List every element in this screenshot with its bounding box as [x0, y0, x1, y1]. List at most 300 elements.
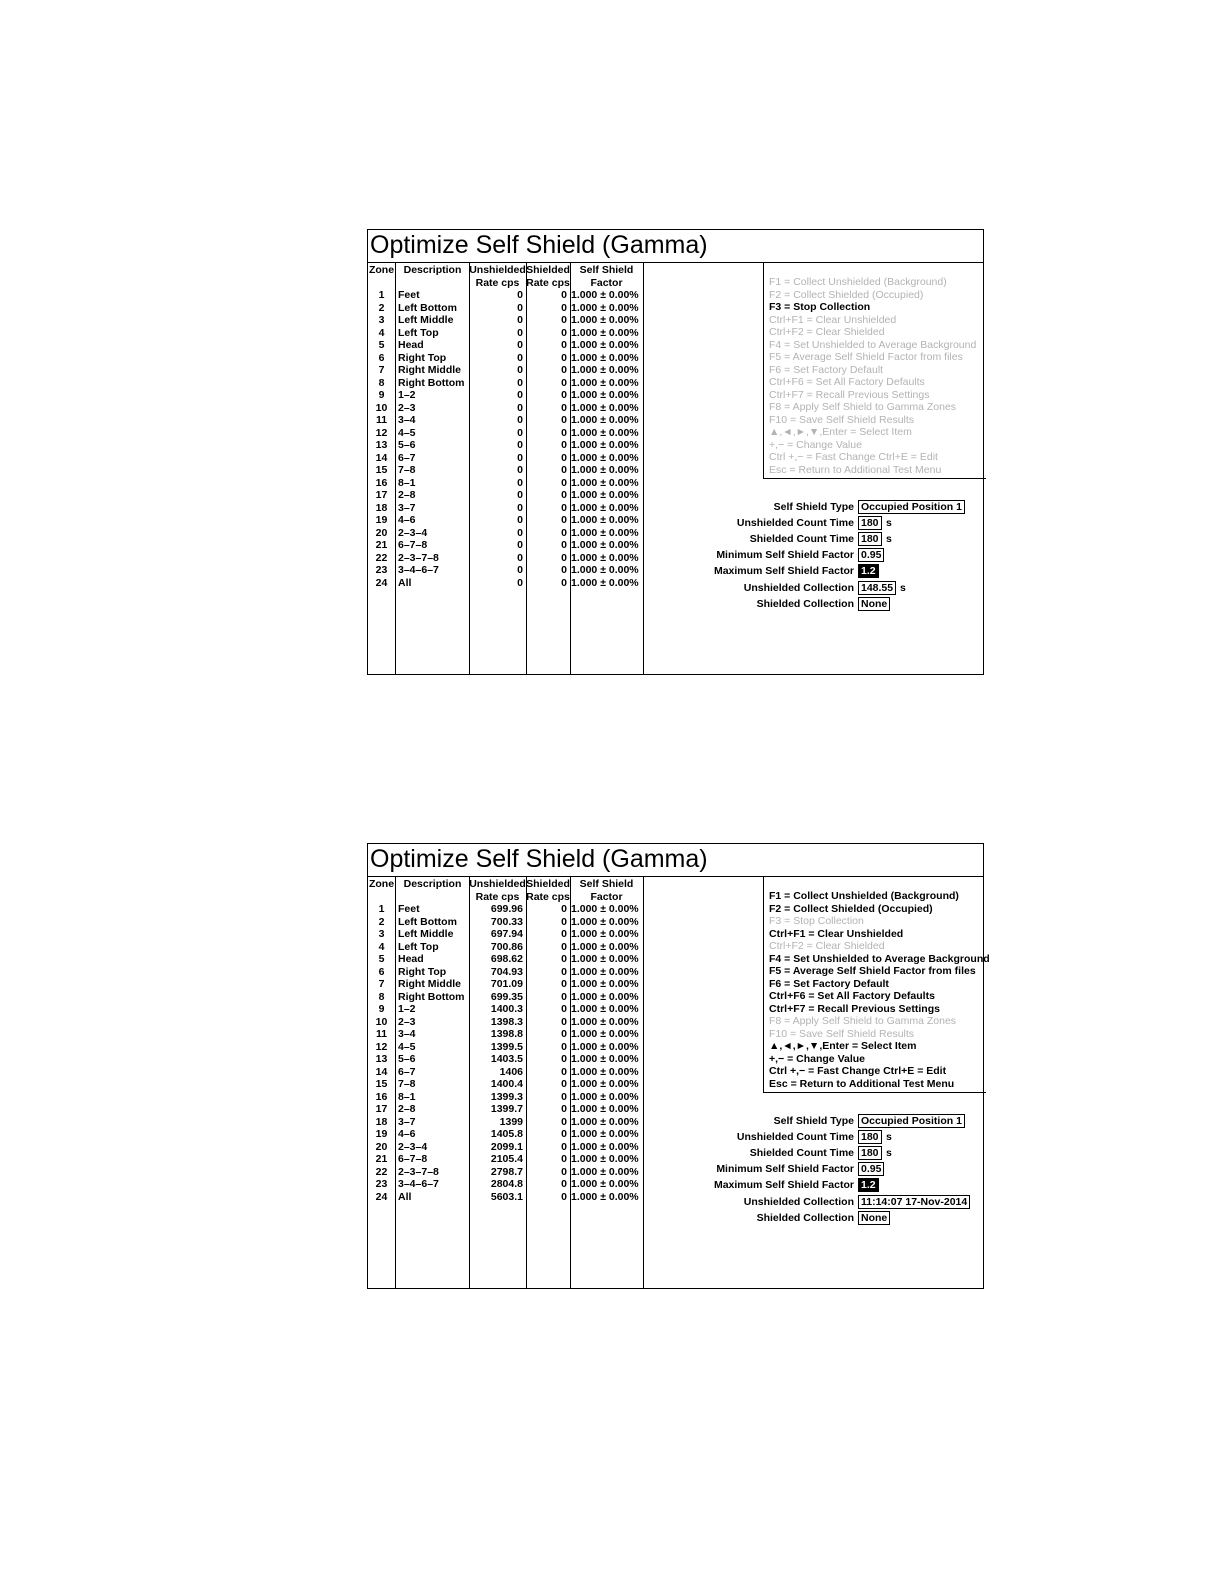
setting-row	[644, 532, 984, 546]
table-row[interactable]	[368, 1103, 643, 1116]
setting-label: Shielded Count Time	[749, 533, 854, 546]
shielded-rate: 0	[561, 1028, 567, 1040]
zone-description: 2–8	[398, 489, 416, 501]
unshielded-rate: 0	[517, 526, 523, 539]
table-row[interactable]	[368, 352, 643, 365]
zone-description: 2–3–4	[398, 526, 428, 539]
zone-description: All	[398, 576, 412, 589]
menu-item: F6 = Set Factory Default	[769, 363, 884, 376]
zone-description: 6–7	[398, 1065, 416, 1078]
shielded-rate: 0	[561, 539, 567, 551]
zone-description: Right Bottom	[398, 990, 465, 1003]
shielded-rate: 0	[561, 439, 567, 451]
unshielded-rate: 699.35	[490, 990, 523, 1003]
setting-unit: s	[886, 1147, 892, 1160]
table-row[interactable]	[368, 439, 643, 452]
header-text: Unshielded	[469, 264, 526, 276]
setting-row	[644, 516, 984, 530]
unshielded-rate: 700.33	[490, 915, 523, 928]
self-shield-factor: 1.000 ± 0.00%	[571, 928, 639, 940]
unshielded-rate: 1400.4	[490, 1078, 523, 1090]
setting-value-field[interactable]: 180	[858, 1130, 882, 1144]
shielded-rate: 0	[561, 339, 567, 351]
setting-value-field[interactable]: 1.2	[858, 1178, 879, 1192]
zone-table	[368, 903, 643, 1203]
table-row[interactable]	[368, 377, 643, 390]
unshielded-rate: 0	[517, 414, 523, 426]
shielded-rate: 0	[561, 940, 567, 953]
header-text: Rate cps	[526, 276, 570, 289]
zone-number: 17	[375, 489, 388, 501]
table-row[interactable]	[368, 464, 643, 477]
unshielded-rate: 700.86	[490, 940, 523, 953]
self-shield-factor: 1.000 ± 0.00%	[571, 940, 639, 953]
setting-row	[644, 1178, 984, 1192]
table-row[interactable]	[368, 527, 643, 540]
menu-item[interactable]: Esc = Return to Additional Test Menu	[769, 1077, 955, 1090]
header-text: Factor	[590, 890, 623, 903]
shielded-rate: 0	[561, 326, 567, 339]
zone-description: 7–8	[398, 464, 416, 476]
self-shield-factor: 1.000 ± 0.00%	[571, 501, 639, 514]
unshielded-rate: 698.62	[490, 953, 523, 965]
table-row[interactable]	[368, 502, 643, 515]
zone-number: 4	[378, 940, 385, 953]
function-key-menu	[763, 877, 990, 1093]
table-row[interactable]	[368, 1028, 643, 1041]
unshielded-rate: 0	[517, 376, 523, 389]
table-row[interactable]	[368, 1116, 643, 1129]
zone-description: 5–6	[398, 1053, 416, 1065]
unshielded-rate: 0	[517, 489, 523, 501]
self-shield-factor: 1.000 ± 0.00%	[571, 414, 639, 426]
header-text: Self Shield	[579, 878, 634, 890]
table-row[interactable]	[368, 427, 643, 440]
zone-table	[368, 289, 643, 589]
zone-number: 13	[375, 439, 388, 451]
zone-description: Right Middle	[398, 978, 461, 990]
setting-value-field[interactable]: 180	[858, 516, 882, 530]
table-row[interactable]	[368, 978, 643, 991]
shielded-rate: 0	[561, 1040, 567, 1053]
setting-value-field[interactable]: 1.2	[858, 564, 879, 578]
zone-description: 2–3–4	[398, 1140, 428, 1153]
zone-description: Head	[398, 953, 424, 965]
shielded-rate: 0	[561, 1053, 567, 1065]
menu-items	[769, 890, 990, 1090]
zone-number: 9	[378, 389, 385, 401]
table-row[interactable]	[368, 539, 643, 552]
shielded-rate: 0	[561, 551, 567, 564]
setting-value-field[interactable]: 180	[858, 1146, 882, 1160]
table-row[interactable]	[368, 1178, 643, 1191]
unshielded-rate: 1400.3	[490, 1003, 523, 1015]
zone-description: 3–7	[398, 501, 416, 514]
self-shield-factor: 1.000 ± 0.00%	[571, 1003, 639, 1015]
menu-item[interactable]: F6 = Set Factory Default	[769, 977, 889, 990]
zone-description: 6–7–8	[398, 1153, 428, 1165]
screen-title: Optimize Self Shield (Gamma)	[368, 230, 983, 263]
unshielded-rate: 0	[517, 314, 523, 326]
zone-number: 5	[378, 953, 385, 965]
table-row[interactable]	[368, 514, 643, 527]
menu-item: Ctrl+F6 = Set All Factory Defaults	[769, 376, 925, 388]
shielded-rate: 0	[561, 1015, 567, 1028]
zone-number: 19	[375, 1128, 388, 1140]
shielded-rate: 0	[561, 489, 567, 501]
shielded-rate: 0	[561, 514, 567, 526]
zone-number: 15	[375, 464, 388, 476]
zone-description: Right Middle	[398, 364, 461, 376]
menu-item: Ctrl+F2 = Clear Shielded	[769, 940, 885, 952]
menu-item[interactable]: ▲,◄,►,▼,Enter = Select Item	[769, 1040, 917, 1052]
setting-unit: s	[886, 533, 892, 546]
shielded-rate: 0	[561, 314, 567, 326]
self-shield-factor: 1.000 ± 0.00%	[571, 439, 639, 451]
table-row[interactable]	[368, 1091, 643, 1104]
setting-value-field[interactable]: 0.95	[858, 548, 884, 562]
self-shield-factor: 1.000 ± 0.00%	[571, 314, 639, 326]
zone-description: 2–3	[398, 401, 416, 414]
unshielded-rate: 699.96	[490, 903, 523, 915]
zone-description: 4–5	[398, 426, 416, 439]
zone-description: 6–7	[398, 451, 416, 464]
zone-description: 3–7	[398, 1115, 416, 1128]
setting-label: Shielded Collection	[756, 597, 854, 610]
self-shield-factor: 1.000 ± 0.00%	[571, 289, 639, 301]
setting-label: Minimum Self Shield Factor	[716, 549, 854, 562]
table-row[interactable]	[368, 389, 643, 402]
self-shield-factor: 1.000 ± 0.00%	[571, 551, 639, 564]
menu-item[interactable]: F4 = Set Unshielded to Average Background	[769, 952, 990, 965]
self-shield-factor: 1.000 ± 0.00%	[571, 539, 639, 551]
table-row[interactable]	[368, 941, 643, 954]
unshielded-rate: 1398.3	[490, 1015, 523, 1028]
header-unshielded-rate	[469, 878, 526, 903]
zone-number: 19	[375, 514, 388, 526]
zone-number: 18	[375, 501, 388, 514]
zone-number: 2	[378, 915, 385, 928]
setting-row	[644, 1130, 984, 1144]
setting-row	[644, 1195, 984, 1209]
setting-value-field[interactable]: None	[858, 1211, 890, 1225]
zone-number: 13	[375, 1053, 388, 1065]
zone-number: 14	[375, 451, 388, 464]
menu-item: ▲,◄,►,▼,Enter = Select Item	[769, 426, 912, 438]
zone-number: 8	[378, 376, 385, 389]
self-shield-factor: 1.000 ± 0.00%	[571, 301, 639, 314]
zone-number: 14	[375, 1065, 388, 1078]
menu-item[interactable]: Ctrl+F1 = Clear Unshielded	[769, 927, 904, 940]
table-row[interactable]	[368, 966, 643, 979]
table-row[interactable]	[368, 289, 643, 302]
shielded-rate: 0	[561, 426, 567, 439]
self-shield-factor: 1.000 ± 0.00%	[571, 1053, 639, 1065]
zone-description: 6–7–8	[398, 539, 428, 551]
self-shield-factor: 1.000 ± 0.00%	[571, 576, 639, 589]
zone-number: 23	[375, 1178, 388, 1190]
shielded-rate: 0	[561, 464, 567, 476]
setting-row	[644, 548, 984, 562]
shielded-rate: 0	[561, 351, 567, 364]
header-text: Unshielded	[469, 878, 526, 890]
table-row[interactable]	[368, 302, 643, 315]
menu-item[interactable]: F1 = Collect Unshielded (Background)	[769, 890, 959, 902]
shielded-rate: 0	[561, 990, 567, 1003]
table-row[interactable]	[368, 477, 643, 490]
table-row[interactable]	[368, 903, 643, 916]
setting-value-field[interactable]: Occupied Position 1	[858, 1114, 965, 1128]
shielded-rate: 0	[561, 928, 567, 940]
unshielded-rate: 704.93	[490, 965, 523, 978]
zone-description: All	[398, 1190, 412, 1203]
shielded-rate: 0	[561, 389, 567, 401]
menu-item[interactable]: F5 = Average Self Shield Factor from files	[769, 965, 976, 977]
unshielded-rate: 1399.7	[490, 1103, 523, 1115]
zone-description: 4–6	[398, 514, 416, 526]
function-key-menu	[763, 263, 986, 479]
self-shield-factor: 1.000 ± 0.00%	[571, 476, 639, 489]
shielded-rate: 0	[561, 1090, 567, 1103]
zone-description: Right Top	[398, 965, 447, 978]
self-shield-factor: 1.000 ± 0.00%	[571, 451, 639, 464]
zone-number: 24	[375, 1190, 388, 1203]
unshielded-rate: 0	[517, 401, 523, 414]
zone-description: 2–3–7–8	[398, 551, 439, 564]
zone-description: Right Top	[398, 351, 447, 364]
zone-description: 1–2	[398, 389, 416, 401]
table-row[interactable]	[368, 577, 643, 590]
unshielded-rate: 0	[517, 514, 523, 526]
header-text: Zone	[368, 264, 395, 276]
shielded-rate: 0	[561, 1115, 567, 1128]
header-unshielded-rate	[469, 264, 526, 289]
setting-label: Self Shield Type	[773, 1115, 854, 1127]
table-row[interactable]	[368, 564, 643, 577]
setting-label: Self Shield Type	[773, 501, 854, 513]
zone-description: 1–2	[398, 1003, 416, 1015]
menu-item: Ctrl+F2 = Clear Shielded	[769, 326, 885, 338]
zone-number: 16	[375, 1090, 388, 1103]
zone-number: 17	[375, 1103, 388, 1115]
shielded-rate: 0	[561, 564, 567, 576]
zone-number: 11	[375, 1028, 388, 1040]
zone-number: 8	[378, 990, 385, 1003]
setting-unit: s	[886, 1131, 892, 1144]
self-shield-factor: 1.000 ± 0.00%	[571, 464, 639, 476]
table-row[interactable]	[368, 452, 643, 465]
shielded-rate: 0	[561, 1153, 567, 1165]
zone-number: 12	[375, 1040, 388, 1053]
unshielded-rate: 0	[517, 439, 523, 451]
table-row[interactable]	[368, 1141, 643, 1154]
zone-number: 22	[375, 551, 388, 564]
table-row[interactable]	[368, 314, 643, 327]
zone-description: Feet	[398, 903, 420, 915]
unshielded-rate: 0	[517, 289, 523, 301]
shielded-rate: 0	[561, 1065, 567, 1078]
self-shield-factor: 1.000 ± 0.00%	[571, 903, 639, 915]
zone-description: Left Bottom	[398, 301, 457, 314]
screen-title: Optimize Self Shield (Gamma)	[368, 844, 983, 877]
self-shield-factor: 1.000 ± 0.00%	[571, 514, 639, 526]
menu-item: Ctrl +,− = Fast Change Ctrl+E = Edit	[769, 451, 938, 463]
setting-row	[644, 1114, 984, 1128]
unshielded-rate: 0	[517, 364, 523, 376]
header-text: Rate cps	[526, 890, 570, 903]
self-shield-factor: 1.000 ± 0.00%	[571, 978, 639, 990]
header-text: Zone	[368, 878, 395, 890]
zone-description: 2–3–7–8	[398, 1165, 439, 1178]
menu-item[interactable]: Ctrl+F6 = Set All Factory Defaults	[769, 990, 935, 1002]
shielded-rate: 0	[561, 576, 567, 589]
shielded-rate: 0	[561, 903, 567, 915]
header-zone	[368, 264, 395, 277]
header-text: Shielded	[526, 264, 570, 276]
table-row[interactable]	[368, 339, 643, 352]
self-shield-factor: 1.000 ± 0.00%	[571, 1115, 639, 1128]
setting-value-field[interactable]: 148.55	[858, 581, 896, 595]
menu-item[interactable]: +,− = Change Value	[769, 1052, 866, 1065]
zone-number: 18	[375, 1115, 388, 1128]
self-shield-factor: 1.000 ± 0.00%	[571, 1103, 639, 1115]
column-divider	[643, 877, 644, 1288]
self-shield-factor: 1.000 ± 0.00%	[571, 965, 639, 978]
shielded-rate: 0	[561, 414, 567, 426]
unshielded-rate: 2798.7	[490, 1165, 523, 1178]
table-row[interactable]	[368, 1153, 643, 1166]
unshielded-rate: 2099.1	[490, 1140, 523, 1153]
self-shield-factor: 1.000 ± 0.00%	[571, 1153, 639, 1165]
zone-description: Left Middle	[398, 928, 454, 940]
header-shielded-rate	[526, 264, 570, 289]
zone-number: 6	[378, 965, 385, 978]
unshielded-rate: 0	[517, 301, 523, 314]
setting-row	[644, 500, 984, 514]
zone-number: 12	[375, 426, 388, 439]
self-shield-factor: 1.000 ± 0.00%	[571, 1040, 639, 1053]
setting-row	[644, 1146, 984, 1160]
shielded-rate: 0	[561, 978, 567, 990]
zone-description: 8–1	[398, 1090, 416, 1103]
self-shield-factor: 1.000 ± 0.00%	[571, 526, 639, 539]
table-row[interactable]	[368, 402, 643, 415]
unshielded-rate: 1399	[499, 1115, 523, 1128]
shielded-rate: 0	[561, 476, 567, 489]
self-shield-factor: 1.000 ± 0.00%	[571, 1015, 639, 1028]
menu-item: Ctrl+F1 = Clear Unshielded	[769, 313, 897, 326]
self-shield-factor: 1.000 ± 0.00%	[571, 953, 639, 965]
setting-value-field[interactable]: 0.95	[858, 1162, 884, 1176]
zone-description: Head	[398, 339, 424, 351]
table-row[interactable]	[368, 991, 643, 1004]
unshielded-rate: 701.09	[490, 978, 523, 990]
setting-row	[644, 1211, 984, 1225]
setting-label: Unshielded Count Time	[736, 517, 854, 530]
zone-number: 16	[375, 476, 388, 489]
unshielded-rate: 1403.5	[490, 1053, 523, 1065]
header-shielded-rate	[526, 878, 570, 903]
zone-description: Left Top	[398, 326, 439, 339]
header-zone	[368, 878, 395, 891]
table-row[interactable]	[368, 1041, 643, 1054]
shielded-rate: 0	[561, 1103, 567, 1115]
table-row[interactable]	[368, 489, 643, 502]
menu-item[interactable]: F3 = Stop Collection	[769, 301, 871, 313]
unshielded-rate: 0	[517, 539, 523, 551]
setting-value-field[interactable]: Occupied Position 1	[858, 500, 965, 514]
self-shield-factor: 1.000 ± 0.00%	[571, 1065, 639, 1078]
menu-item[interactable]: Ctrl+F7 = Recall Previous Settings	[769, 1002, 940, 1015]
zone-number: 7	[378, 364, 385, 376]
zone-description: 2–8	[398, 1103, 416, 1115]
table-row[interactable]	[368, 953, 643, 966]
zone-description: Feet	[398, 289, 420, 301]
setting-value-field[interactable]: 180	[858, 532, 882, 546]
zone-description: 3–4	[398, 1028, 416, 1040]
unshielded-rate: 1398.8	[490, 1028, 523, 1040]
menu-item: Esc = Return to Additional Test Menu	[769, 463, 942, 476]
unshielded-rate: 0	[517, 476, 523, 489]
table-row[interactable]	[368, 552, 643, 565]
self-shield-factor: 1.000 ± 0.00%	[571, 489, 639, 501]
table-row[interactable]	[368, 1053, 643, 1066]
zone-number: 20	[375, 526, 388, 539]
zone-description: 2–3	[398, 1015, 416, 1028]
table-row[interactable]	[368, 327, 643, 340]
unshielded-rate: 0	[517, 339, 523, 351]
self-shield-factor: 1.000 ± 0.00%	[571, 376, 639, 389]
table-row[interactable]	[368, 1003, 643, 1016]
header-text: Self Shield	[579, 264, 634, 276]
zone-description: Left Top	[398, 940, 439, 953]
menu-item[interactable]: Ctrl +,− = Fast Change Ctrl+E = Edit	[769, 1065, 947, 1077]
table-row[interactable]	[368, 1191, 643, 1204]
table-row[interactable]	[368, 1066, 643, 1079]
setting-unit: s	[900, 581, 906, 594]
menu-item: +,− = Change Value	[769, 438, 862, 451]
zone-number: 6	[378, 351, 385, 364]
shielded-rate: 0	[561, 1128, 567, 1140]
shielded-rate: 0	[561, 501, 567, 514]
table-row[interactable]	[368, 928, 643, 941]
self-shield-factor: 1.000 ± 0.00%	[571, 1078, 639, 1090]
table-row[interactable]	[368, 916, 643, 929]
setting-label: Maximum Self Shield Factor	[713, 1179, 854, 1192]
table-row[interactable]	[368, 1128, 643, 1141]
shielded-rate: 0	[561, 301, 567, 314]
setting-value-field[interactable]: None	[858, 597, 890, 611]
shielded-rate: 0	[561, 526, 567, 539]
setting-label: Minimum Self Shield Factor	[716, 1163, 854, 1176]
menu-item[interactable]: F2 = Collect Shielded (Occupied)	[769, 902, 933, 915]
table-row[interactable]	[368, 1078, 643, 1091]
table-row[interactable]	[368, 1016, 643, 1029]
zone-number: 21	[375, 1153, 388, 1165]
setting-unit: s	[886, 517, 892, 530]
menu-item: F10 = Save Self Shield Results	[769, 1027, 915, 1040]
screen-after	[367, 843, 990, 1289]
table-row[interactable]	[368, 364, 643, 377]
table-row[interactable]	[368, 1166, 643, 1179]
zone-number: 10	[375, 401, 388, 414]
zone-description: 4–5	[398, 1040, 416, 1053]
setting-label: Unshielded Collection	[743, 581, 854, 594]
setting-value-field[interactable]: 11:14:07 17-Nov-2014	[858, 1195, 970, 1209]
setting-row	[644, 1162, 984, 1176]
table-row[interactable]	[368, 414, 643, 427]
unshielded-rate: 1405.8	[490, 1128, 523, 1140]
